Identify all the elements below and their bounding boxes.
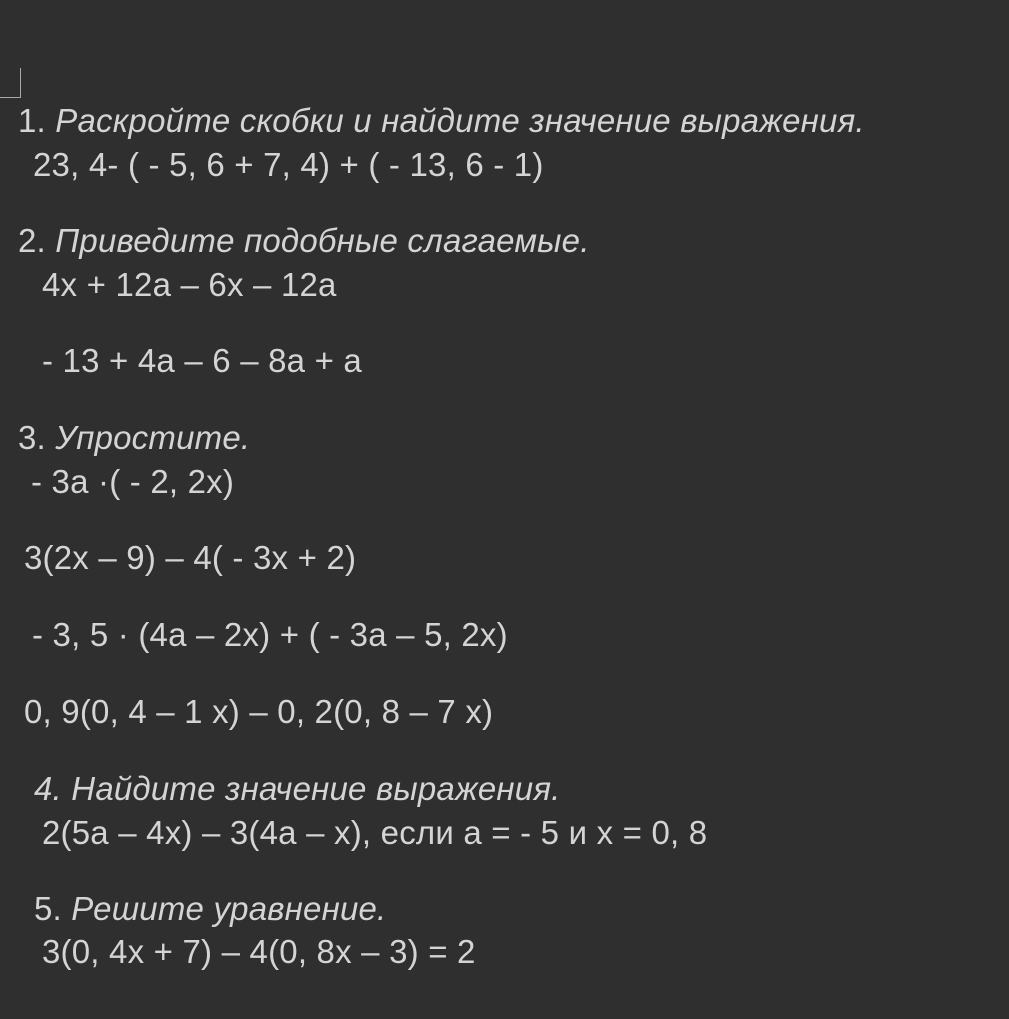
task-5-title: Решите уравнение. <box>71 890 387 927</box>
task-1-expression-1: 23, 4- ( - 5, 6 + 7, 4) + ( - 13, 6 - 1) <box>33 146 544 183</box>
task-3-expression-2: 3(2x – 9) – 4( - 3x + 2) <box>24 539 357 576</box>
task-3-heading <box>18 418 250 458</box>
task-3-number: 3. <box>18 419 46 456</box>
task-5-heading <box>34 889 386 929</box>
task-3-expression-4: 0, 9(0, 4 – 1 x) – 0, 2(0, 8 – 7 x) <box>24 693 494 730</box>
task-5-number: 5. <box>34 890 62 927</box>
task-3-expression-1: - 3a ·( - 2, 2x) <box>31 463 235 500</box>
task-1-title: Раскройте скобки и найдите значение выражения. <box>55 102 865 139</box>
task-1-heading <box>18 101 865 141</box>
task-2-expression-1: 4x + 12a – 6x – 12a <box>42 266 337 303</box>
task-4-heading <box>34 769 561 809</box>
task-2-number: 2. <box>18 222 46 259</box>
task-3-title: Упростите. <box>55 419 251 456</box>
task-5-expression-1: 3(0, 4x + 7) – 4(0, 8x – 3) = 2 <box>42 933 476 970</box>
task-4-number: 4. <box>34 770 62 807</box>
text-boundary-marker <box>0 68 21 98</box>
task-4-expression-1: 2(5a – 4x) – 3(4a – x), если a = - 5 и x = 0, 8 <box>42 814 708 851</box>
task-2-heading <box>18 221 590 261</box>
task-3-expression-3: - 3, 5 · (4a – 2x) + ( - 3a – 5, 2x) <box>32 616 508 653</box>
task-2-expression-2: - 13 + 4a – 6 – 8a + a <box>42 342 362 379</box>
task-2-title: Приведите подобные слагаемые. <box>55 222 590 259</box>
task-4-title: Найдите значение выражения. <box>71 770 561 807</box>
task-1-number: 1. <box>18 102 46 139</box>
